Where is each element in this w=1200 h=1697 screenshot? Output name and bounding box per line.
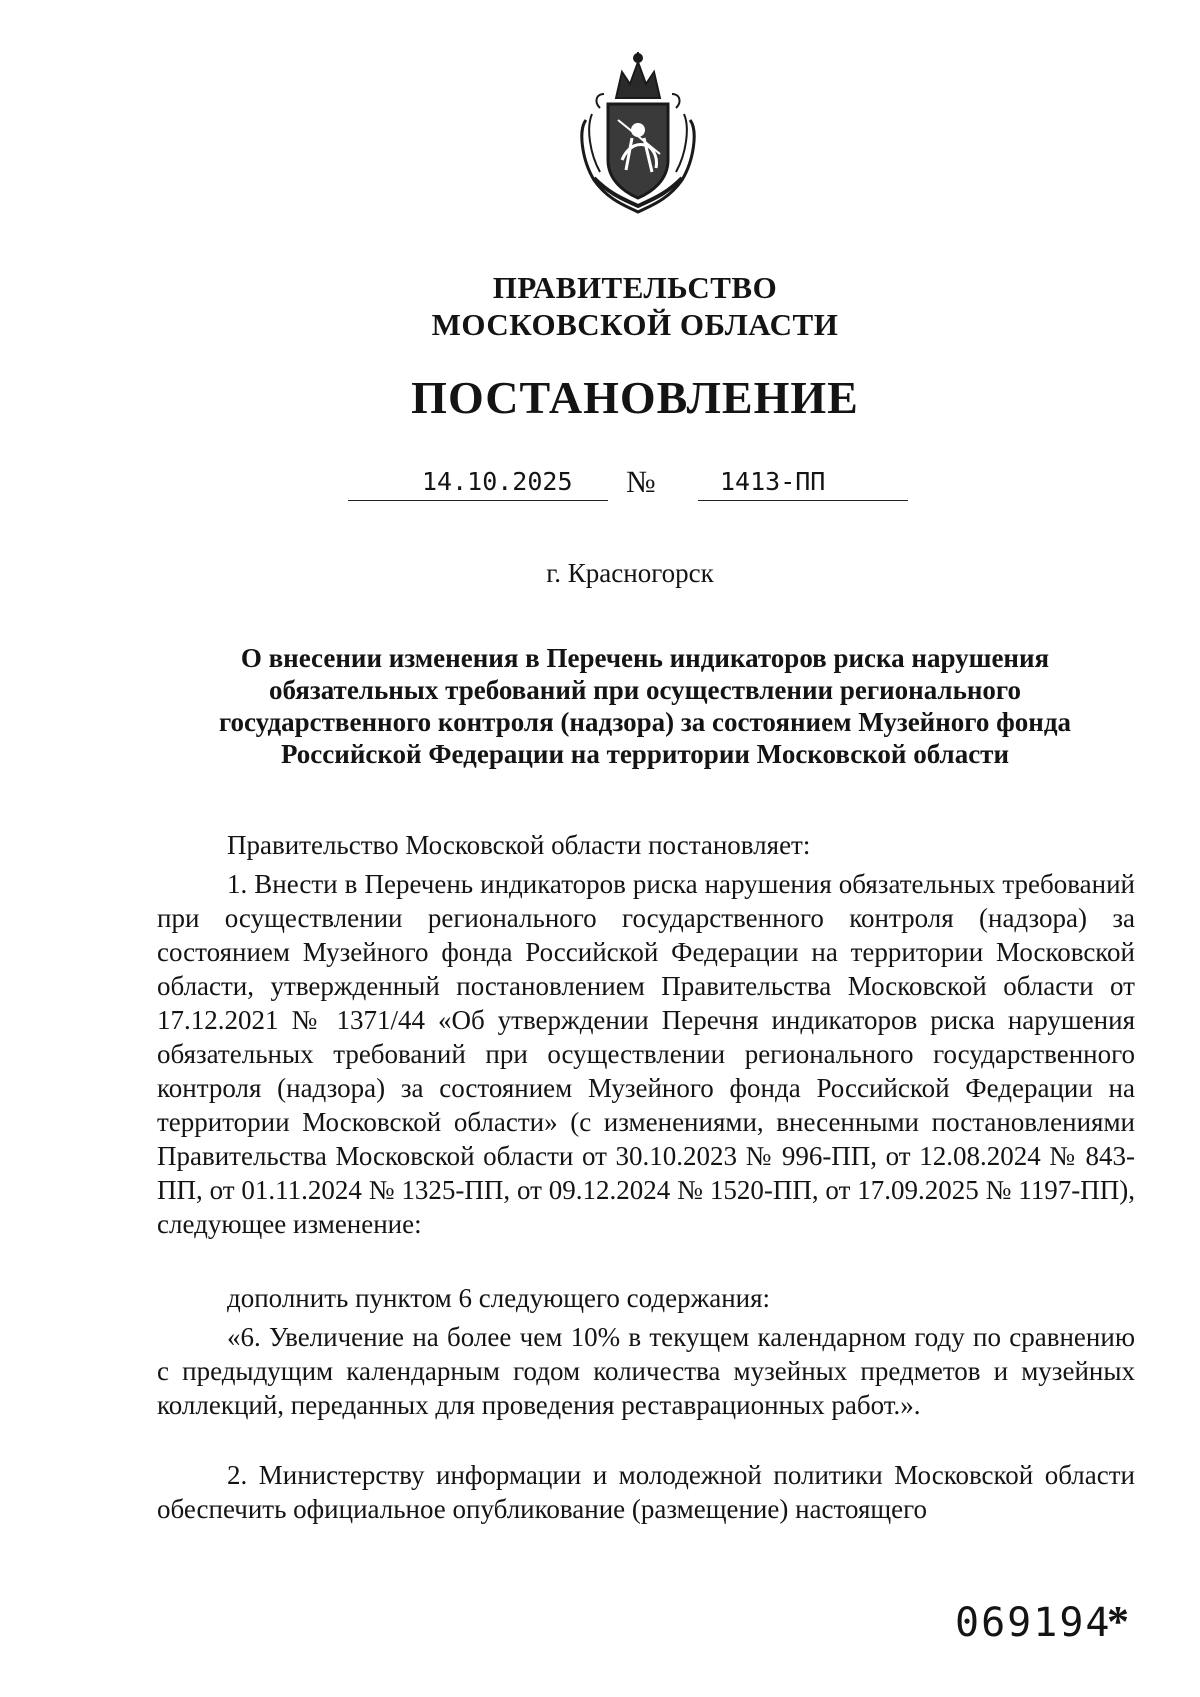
registration-serial-number: 069194 xyxy=(955,1600,1112,1646)
document-subject-heading: О внесении изменения в Перечень индикаторов риска нарушения обязательных требований при осуществлении регионального государственного контроля (надзора) за состоянием Музейного фонда Российской Федерации на территории Московской области xyxy=(218,643,1072,769)
paragraph-item-1 xyxy=(157,867,1135,1241)
item-2-text: 2. Министерству информации и молодежной политики Московской области обеспечить официальное опубликование (размещение) настоящего xyxy=(157,1460,1135,1524)
item-6-text: «6. Увеличение на более чем 10% в текущем календарном году по сравнению с предыдущим календарным годом количества музейных предметов и музейных коллекций, переданных для проведения реставрационных работ.». xyxy=(157,1322,1135,1420)
paragraph-item-2 xyxy=(157,1458,1135,1526)
coat-of-arms-emblem xyxy=(572,50,704,218)
addition-text: дополнить пунктом 6 следующего содержания: xyxy=(227,1283,771,1313)
paragraph-addition xyxy=(157,1281,1135,1315)
date-field xyxy=(348,466,608,501)
document-date: 14.10.2025 xyxy=(422,467,573,496)
org-name-line1: ПРАВИТЕЛЬСТВО xyxy=(492,270,778,305)
asterisk-mark: * xyxy=(1107,1597,1129,1646)
number-sign: № xyxy=(626,464,656,499)
paragraph-item-6 xyxy=(157,1320,1135,1422)
registration-line xyxy=(348,466,908,506)
item-1-text: 1. Внести в Перечень индикаторов риска нарушения обязательных требований при осуществлении регионального государственного контроля (надзора) за состоянием Музейного фонда Российской Федерации на территории Московской области, утвержденный постановлением Правительства Московской области от 17.12.2021 № 1371/44 «Об утверждении Перечня индикаторов риска нарушения обязательных требований при осуществлении регионального государственного контроля (надзора) за состоянием Музейного фонда Российской Федерации на территории Московской области» (с изменениями, внесенными постановлениями Правительства Московской области от 30.10.2023 № 996-ПП, от 12.08.2024 № 843-ПП, от 01.11.2024 № 1325-ПП, от 09.12.2024 № 1520-ПП, от 17.09.2025 № 1197-ПП), следующее изменение: xyxy=(157,869,1135,1239)
resolution-intro xyxy=(157,828,1135,862)
document-number: 1413-ПП xyxy=(720,467,826,496)
org-name-line2: МОСКОВСКОЙ ОБЛАСТИ xyxy=(431,307,839,342)
intro-text: Правительство Московской области постановляет: xyxy=(227,830,811,860)
document-type-title: ПОСТАНОВЛЕНИЕ xyxy=(411,372,859,423)
number-field xyxy=(698,466,908,501)
city-name: г. Красногорск xyxy=(546,558,714,588)
